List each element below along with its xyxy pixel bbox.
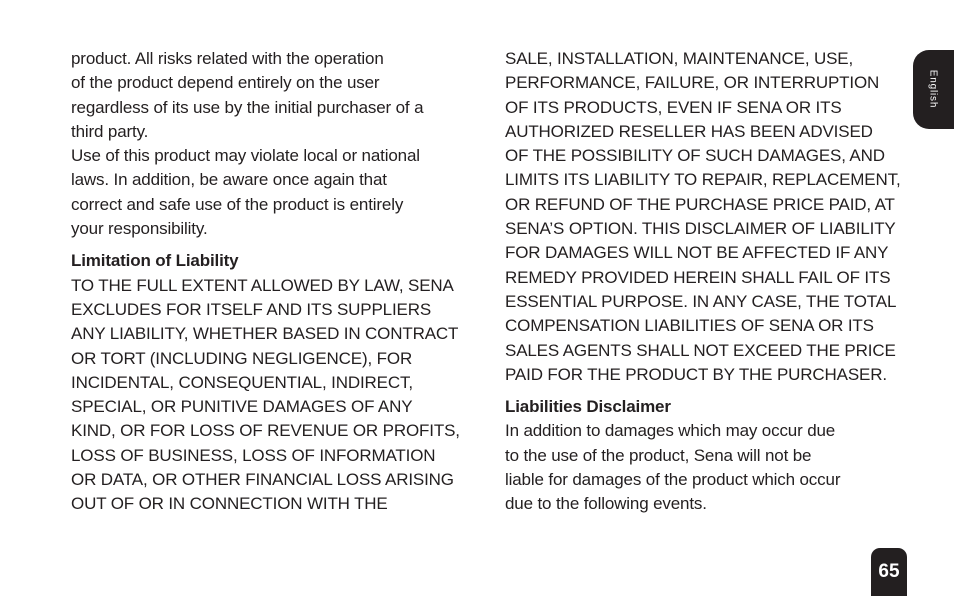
text-line: liable for damages of the product which occur [505, 470, 841, 490]
language-tab [913, 50, 954, 129]
text-line: In addition to damages which may occur due [505, 421, 836, 441]
text-line: OR DATA, OR OTHER FINANCIAL LOSS ARISING [71, 470, 454, 490]
text-line: PAID FOR THE PRODUCT BY THE PURCHASER. [505, 364, 887, 384]
text-line: due to the following events. [505, 494, 707, 514]
heading-limitation-of-liability: Limitation of Liability [71, 251, 239, 271]
text-line: product. All risks related with the operation [71, 49, 384, 68]
paragraph-liability-continued [505, 47, 905, 387]
page-number: 65 [871, 548, 907, 596]
text-line: EXCLUDES FOR ITSELF AND ITS SUPPLIERS [71, 299, 432, 319]
heading-liabilities-disclaimer: Liabilities Disclaimer [505, 397, 671, 417]
text-line: COMPENSATION LIABILITIES OF SENA OR ITS [505, 316, 874, 336]
text-line: laws. In addition, be aware once again that [71, 170, 387, 190]
text-line: of the product depend entirely on the user [71, 73, 380, 93]
text-line: INCIDENTAL, CONSEQUENTIAL, INDIRECT, [71, 372, 413, 392]
paragraph-risks [71, 47, 473, 144]
text-line: ANY LIABILITY, WHETHER BASED IN CONTRACT [71, 324, 459, 344]
paragraph-disclaimer [505, 419, 905, 516]
text-line: Use of this product may violate local or national [71, 146, 420, 166]
text-line: SPECIAL, OR PUNITIVE DAMAGES OF ANY [71, 397, 413, 417]
text-line: TO THE FULL EXTENT ALLOWED BY LAW, SENA [71, 275, 454, 295]
text-line: LOSS OF BUSINESS, LOSS OF INFORMATION [71, 445, 436, 465]
text-line: OUT OF OR IN CONNECTION WITH THE [71, 494, 388, 514]
text-line: FOR DAMAGES WILL NOT BE AFFECTED IF ANY [505, 243, 889, 263]
text-line: OR REFUND OF THE PURCHASE PRICE PAID, AT [505, 194, 895, 214]
text-line: OF ITS PRODUCTS, EVEN IF SENA OR ITS [505, 97, 842, 117]
text-line: SALES AGENTS SHALL NOT EXCEED THE PRICE [505, 340, 896, 360]
right-column [505, 47, 905, 517]
language-tab-label: English [927, 69, 939, 109]
text-line: SENA’S OPTION. THIS DISCLAIMER OF LIABILITY [505, 219, 896, 239]
text-line: KIND, OR FOR LOSS OF REVENUE OR PROFITS, [71, 421, 460, 441]
text-line: your responsibility. [71, 219, 208, 239]
text-line: SALE, INSTALLATION, MAINTENANCE, USE, [505, 49, 854, 68]
paragraph-liability-exclusion [71, 274, 473, 517]
text-line: OF THE POSSIBILITY OF SUCH DAMAGES, AND [505, 146, 885, 166]
text-line: PERFORMANCE, FAILURE, OR INTERRUPTION [505, 73, 880, 93]
text-line: third party. [71, 121, 149, 141]
text-line: to the use of the product, Sena will not be [505, 445, 812, 465]
left-column [71, 47, 473, 517]
text-line: correct and safe use of the product is entirely [71, 194, 404, 214]
paragraph-use-laws [71, 144, 473, 241]
text-line: REMEDY PROVIDED HEREIN SHALL FAIL OF ITS [505, 267, 891, 287]
text-line: LIMITS ITS LIABILITY TO REPAIR, REPLACEMENT, [505, 170, 901, 190]
text-line: ESSENTIAL PURPOSE. IN ANY CASE, THE TOTAL [505, 291, 897, 311]
text-line: regardless of its use by the initial purchaser of a [71, 97, 424, 117]
text-line: OR TORT (INCLUDING NEGLIGENCE), FOR [71, 348, 413, 368]
text-line: AUTHORIZED RESELLER HAS BEEN ADVISED [505, 121, 873, 141]
